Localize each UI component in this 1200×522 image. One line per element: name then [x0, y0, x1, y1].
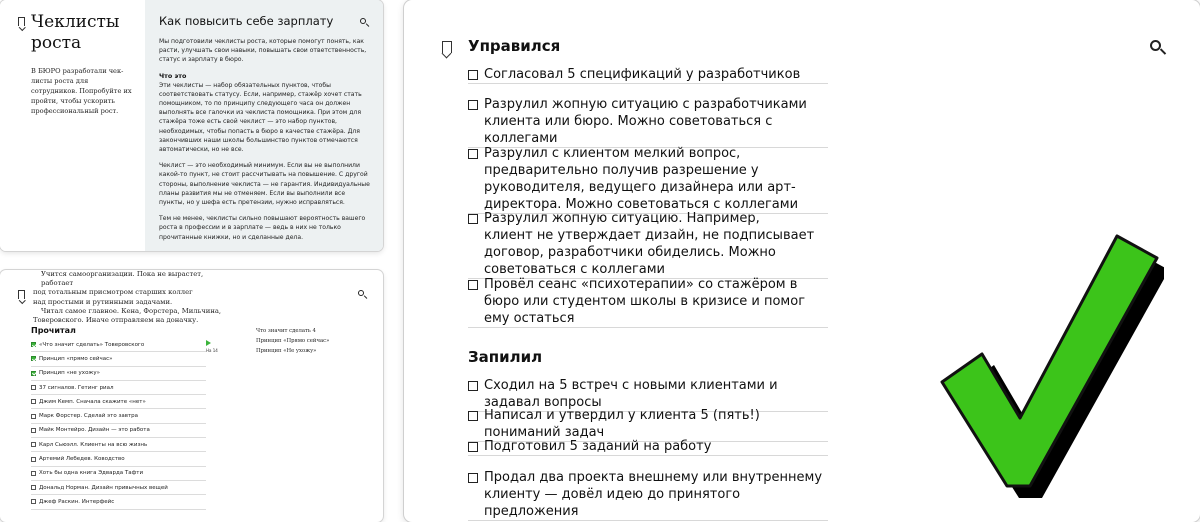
- book-label: Принцип «прямо сейчас»: [39, 355, 113, 362]
- book-item[interactable]: [31, 367, 206, 381]
- checkmark-illustration: [924, 230, 1164, 500]
- book-item[interactable]: [31, 495, 206, 509]
- item-label: Согласовал 5 спецификаций у разработчиков: [484, 67, 801, 82]
- book-label: Дональд Норман. Дизайн привычных вещей: [39, 484, 168, 491]
- item-label: Написал и утвердил у клиента 5 (пять!) пониманий задач: [484, 408, 760, 440]
- book-label: Артемий Лебедев. Ководство: [39, 456, 125, 463]
- scroll-hint: На 14: [206, 348, 218, 353]
- article-subheading: Что это: [159, 71, 187, 80]
- checkmark-shape: [942, 236, 1157, 486]
- book-checkbox[interactable]: [31, 414, 36, 419]
- section-title-built: Запилил: [468, 348, 543, 366]
- bookmark-icon[interactable]: [18, 17, 25, 26]
- article-paragraph: Чеклист — это необходимый минимум. Если вы не выполнили какой-то пункт, не стоит рассчитывать на повышение. С другой стороны, выполнение чеклиста — не гарантия. Индивидуальные планы развития мы не отменяем. Если вы выполнили все пункты, но у шефа есть претензии, нужно исправляться.: [159, 162, 370, 207]
- book-label: «Что значит сделать» Товеровского: [39, 341, 145, 348]
- intro-sidebar: [0, 0, 145, 251]
- play-icon[interactable]: [206, 340, 211, 346]
- section-title-managed: Управился: [468, 37, 561, 55]
- book-label: Джим Кемп. Сначала скажите «нет»: [39, 398, 146, 405]
- item-checkbox[interactable]: [468, 381, 478, 391]
- book-label: Хоть бы одна книга Эдварда Тафти: [39, 470, 144, 477]
- checklist-item[interactable]: [468, 438, 828, 456]
- search-icon[interactable]: [358, 290, 364, 296]
- intro-text: В БЮРО разработали чек-листы роста для сотрудников. Попробуйте их пройти, чтобы ускорить профессиональный рост.: [31, 67, 132, 115]
- checklist-item[interactable]: [468, 469, 828, 521]
- item-checkbox[interactable]: [468, 100, 478, 110]
- book-checkbox[interactable]: [31, 428, 36, 433]
- description-line: Читал самое главное. Кена, Форстера, Мильчина,: [41, 306, 222, 315]
- book-checkbox[interactable]: [31, 471, 36, 476]
- book-checkbox[interactable]: [31, 442, 36, 447]
- book-label: Джеф Раскин. Интерфейс: [39, 498, 115, 505]
- book-label: Марк Форстер. Сделай это завтра: [39, 413, 139, 420]
- book-item[interactable]: [31, 481, 206, 495]
- checklist-item[interactable]: [468, 407, 828, 442]
- checklist-item[interactable]: [468, 276, 828, 328]
- article-paragraph: Эти чеклисты — набор обязательных пунктов, чтобы соответствовать статусу. Если, например, стажёр хочет стать помощником, то по принципу следующего часа он должен выполнять все галочки из чеклиста помощника. При этом для стажёра тоже есть свой чеклист — это набор пунктов, необходимых, чтобы попасть в бюро в качестве стажёра. Для закончивших наши школы большинство пунктов отмечаются автоматически, но не все.: [159, 81, 362, 154]
- checklist-item[interactable]: [468, 66, 828, 84]
- item-label: Разрулил жопную ситуацию с разработчиками клиента или бюро. Можно советоваться с коллегами: [484, 97, 807, 146]
- book-item[interactable]: [31, 409, 206, 423]
- item-checkbox[interactable]: [468, 214, 478, 224]
- description-line: над простыми и рутинными задачами.: [33, 297, 173, 306]
- checklist-item[interactable]: [468, 145, 828, 214]
- aside-line: Что значит сделать 4: [256, 328, 316, 334]
- book-checklist: [31, 338, 206, 510]
- item-label: Сходил на 5 встреч с новыми клиентами и задавал вопросы: [484, 378, 778, 410]
- item-label: Провёл сеанс «психотерапии» со стажёром в бюро или студентом школы в кризисе и помог ему остаться: [484, 277, 806, 326]
- book-checkbox[interactable]: [31, 485, 36, 490]
- book-label: 37 сигналов. Гетинг риал: [39, 384, 114, 391]
- aside-line: Принцип «Не ухожу»: [256, 348, 317, 354]
- article-panel: [145, 0, 383, 251]
- description-line: Учится самоорганизации. Пока не вырастет, работает: [41, 270, 204, 288]
- item-label: Разрулил с клиентом мелкий вопрос, предварительно получив разрешение у руководителя, ведущего дизайнера или арт-директора. Можно советоваться с коллегами: [484, 146, 799, 212]
- checklist-item[interactable]: [468, 210, 828, 279]
- book-item[interactable]: [31, 338, 206, 352]
- book-label: Майк Монтейро. Дизайн — это работа: [39, 427, 150, 434]
- bookmark-icon[interactable]: [442, 41, 452, 53]
- item-label: Продал два проекта внешнему или внутреннему клиенту — довёл идею до принятого предложения: [484, 470, 823, 519]
- item-checkbox[interactable]: [468, 442, 478, 452]
- item-checkbox[interactable]: [468, 473, 478, 483]
- item-label: Разрулил жопную ситуацию. Например, клиент не утверждает дизайн, не подписывает договор, разработчики обиделись. Можно советоваться с коллегами: [484, 211, 815, 277]
- description-line: Товеровского. Иначе отправляем на доначку.: [33, 316, 199, 325]
- article-paragraph: Тем не менее, чеклисты сильно повышают вероятность вашего роста в профессии и в зарплате — ведь в них не только прочитанные книжки, но и сделанные дела.: [159, 215, 366, 241]
- book-checkbox[interactable]: [31, 385, 36, 390]
- book-item[interactable]: [31, 438, 206, 452]
- article-paragraph: Мы подготовили чеклисты роста, которые помогут понять, как расти, улучшать свои навыки, повышать свои ответственность, статус и зарплату в бюро.: [159, 38, 367, 64]
- summary-aside: [256, 326, 366, 356]
- book-checkbox[interactable]: [31, 342, 36, 347]
- book-label: Принцип «не ухожу»: [39, 370, 101, 377]
- book-item[interactable]: [31, 395, 206, 409]
- assistant-checklist-card: [404, 0, 1200, 522]
- bookmark-icon[interactable]: [18, 290, 25, 299]
- item-checkbox[interactable]: [468, 411, 478, 421]
- book-checkbox[interactable]: [31, 371, 36, 376]
- section-title-read: Прочитал: [31, 326, 76, 335]
- growth-checklist-intro-card: [0, 0, 383, 251]
- checklist-item[interactable]: [468, 96, 828, 148]
- book-label: Карл Сьюэлл. Клиенты на всю жизнь: [39, 441, 148, 448]
- book-item[interactable]: [31, 452, 206, 466]
- book-checkbox[interactable]: [31, 356, 36, 361]
- book-item[interactable]: [31, 467, 206, 481]
- book-item[interactable]: [31, 352, 206, 366]
- item-checkbox[interactable]: [468, 280, 478, 290]
- aside-line: Принцип «Прямо сейчас»: [256, 338, 330, 344]
- description-line: под тотальным присмотром старших коллег: [33, 288, 193, 297]
- page-title: Чеклисты роста: [31, 12, 120, 53]
- role-description: [33, 270, 233, 325]
- book-checkbox[interactable]: [31, 399, 36, 404]
- book-item[interactable]: [31, 381, 206, 395]
- search-icon[interactable]: [360, 18, 366, 24]
- item-checkbox[interactable]: [468, 70, 478, 80]
- book-checkbox[interactable]: [31, 499, 36, 504]
- article-heading: Как повысить себе зарплату: [159, 14, 334, 28]
- search-icon[interactable]: [1150, 40, 1161, 51]
- book-item[interactable]: [31, 424, 206, 438]
- item-checkbox[interactable]: [468, 149, 478, 159]
- book-checkbox[interactable]: [31, 457, 36, 462]
- intern-checklist-card: [0, 270, 383, 522]
- item-label: Подготовил 5 заданий на работу: [484, 439, 712, 454]
